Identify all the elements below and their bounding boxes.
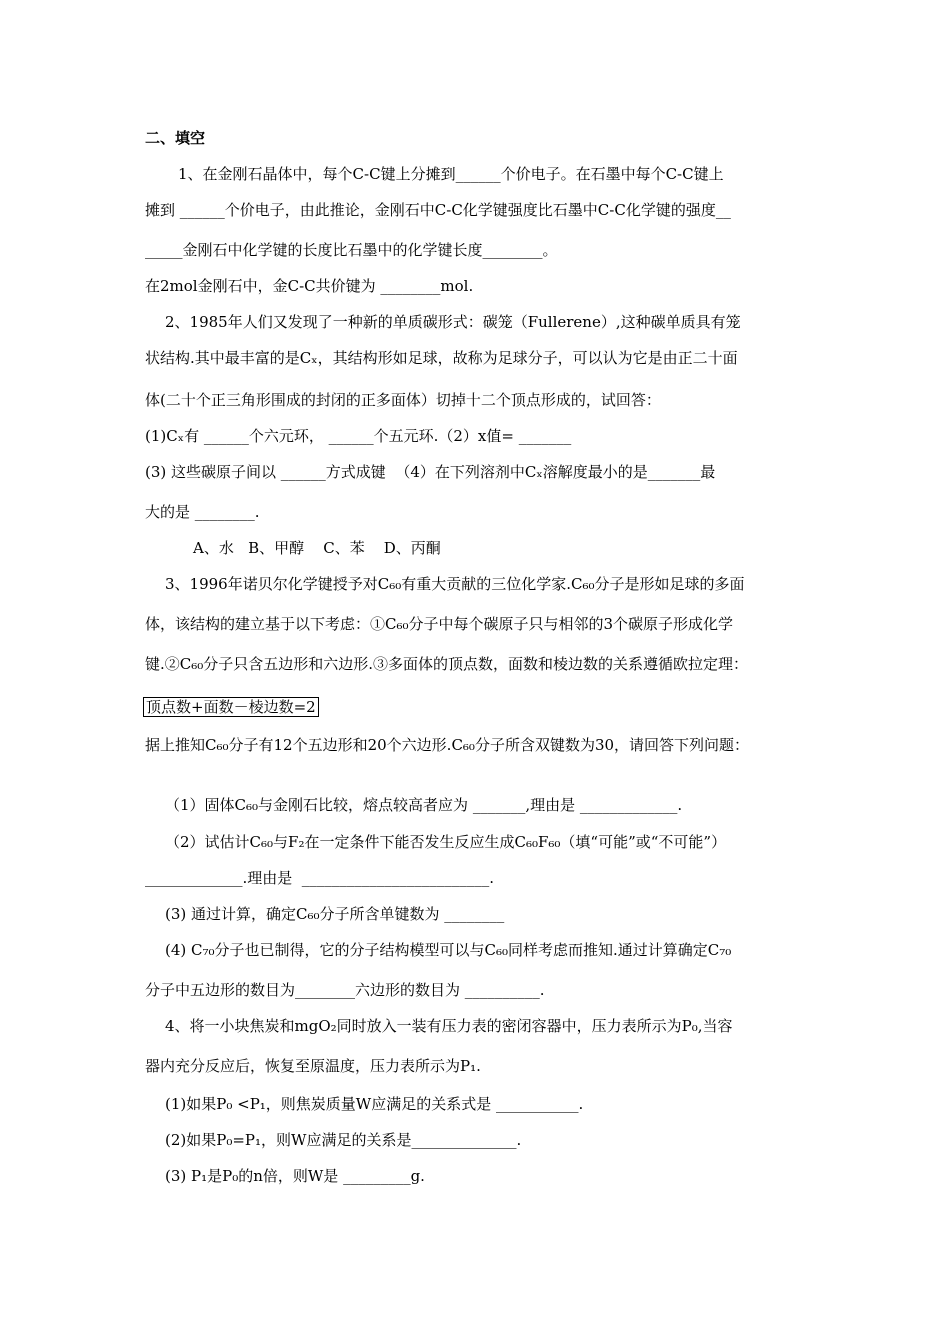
- text-line: (2)如果P₀=P₁，则W应满足的关系是______________.: [165, 1131, 522, 1149]
- text-line: 器内充分反应后，恢复至原温度，压力表所示为P₁.: [145, 1057, 481, 1075]
- text-line: 1、在金刚石晶体中，每个C-C键上分摊到______个价电子。在石墨中每个C-C键上: [178, 165, 724, 183]
- text-line: 在2mol金刚石中，金C-C共价键为 ________mol.: [145, 277, 474, 295]
- text-line: 3、1996年诺贝尔化学键授予对C₆₀有重大贡献的三位化学家.C₆₀分子是形如足球的多面: [165, 575, 745, 593]
- text-line: (3) 通过计算，确定C₆₀分子所含单键数为 ________: [165, 905, 505, 923]
- text-line: (4) C₇₀分子也已制得，它的分子结构模型可以与C₆₀同样考虑而推知.通过计算确定C₇₀: [165, 941, 732, 959]
- text-line: 2、1985年人们又发现了一种新的单质碳形式：碳笼（Fullerene）,这种碳单质具有笼: [165, 313, 741, 331]
- text-line: 体(二十个正三角形围成的封闭的正多面体）切掉十二个顶点形成的，试回答：: [145, 391, 661, 409]
- answer-options: A、水 B、甲醇 C、苯 D、丙酮: [193, 539, 441, 557]
- text-line: （2）试估计C₆₀与F₂在一定条件下能否发生反应生成C₆₀F₆₀（填“可能”或“不可能”）: [165, 833, 727, 851]
- text-line: 键.②C₆₀分子只含五边形和六边形.③多面体的顶点数，面数和棱边数的关系遵循欧拉定理：: [145, 655, 749, 673]
- text-line: (1)如果P₀ <P₁，则焦炭质量W应满足的关系式是 ___________.: [165, 1095, 584, 1113]
- text-line: 据上推知C₆₀分子有12个五边形和20个六边形.C₆₀分子所含双键数为30，请回答下列问题：: [145, 736, 750, 754]
- text-line: _____________.理由是 _________________________.: [145, 869, 495, 887]
- text-line: (3) 这些碳原子间以 ______方式成键 （4）在下列溶剂中Cₓ溶解度最小的是_______最: [145, 463, 716, 481]
- text-line: _____金刚石中化学键的长度比石墨中的化学键长度________。: [145, 241, 558, 259]
- euler-formula-box: 顶点数+面数－棱边数=2: [143, 697, 319, 717]
- text-line: 大的是 ________.: [145, 503, 260, 521]
- text-line: 4、将一小块焦炭和mgO₂同时放入一装有压力表的密闭容器中，压力表所示为P₀,当容: [165, 1017, 733, 1035]
- text-line: 分子中五边形的数目为________六边形的数目为 __________.: [145, 981, 545, 999]
- text-line: 状结构.其中最丰富的是Cₓ，其结构形如足球，故称为足球分子，可以认为它是由正二十面: [145, 349, 738, 367]
- section-title: 二、填空: [145, 129, 206, 147]
- text-line: (1)Cₓ有 ______个六元环， ______个五元环.（2）x值= _______: [145, 427, 572, 445]
- text-line: (3) P₁是P₀的n倍，则W是 _________g.: [165, 1167, 425, 1185]
- text-line: 摊到 ______个价电子，由此推论，金刚石中C-C化学键强度比石墨中C-C化学键的强度__: [145, 201, 731, 219]
- text-line: 体，该结构的建立基于以下考虑：①C₆₀分子中每个碳原子只与相邻的3个碳原子形成化学: [145, 615, 734, 633]
- text-line: （1）固体C₆₀与金刚石比较，熔点较高者应为 _______,理由是 _____________.: [165, 796, 683, 814]
